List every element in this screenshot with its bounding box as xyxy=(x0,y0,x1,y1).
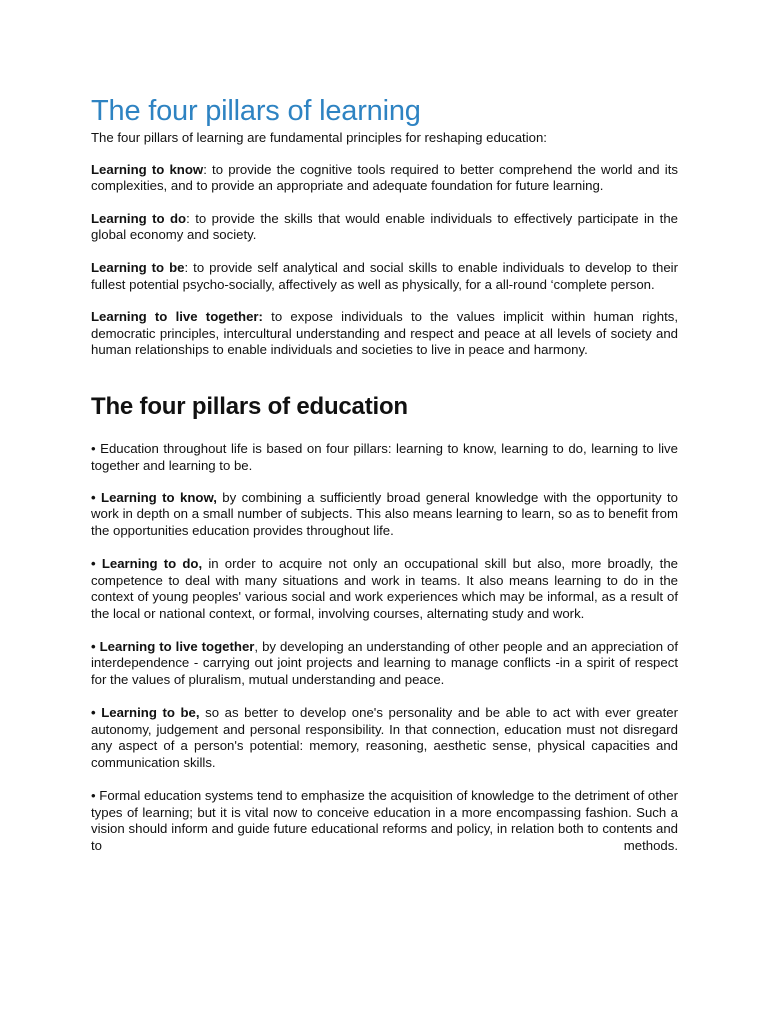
pillar-label: Learning to do xyxy=(91,210,187,226)
pillar-label: Learning to live together: xyxy=(91,309,263,325)
pillar-learning-to-know xyxy=(91,162,678,195)
page-title: The four pillars of learning xyxy=(91,95,421,127)
pillar-text: to provide the cognitive tools required to better comprehend the world and its complexities, and to provide an appropriate and adequate foundation for future learning. xyxy=(91,161,678,194)
bullet-label: • Learning to live together xyxy=(91,638,255,654)
bullet-text: , by developing an understanding of other people and an appreciation of interdependence - carrying out joint projects and learning to manage conflicts -in a spirit of respect for the values of pluralism, mutual understanding and peace. xyxy=(91,638,679,687)
bullet-text: • Formal education systems tend to emphasize the acquisition of knowledge to the detriment of other types of learning; but it is vital now to conceive education in a more encompassing fashion. Such a vision should inform and guide future educational reforms and policy, in relation both to contents and to methods. xyxy=(91,787,678,853)
education-bullet-know xyxy=(91,490,678,540)
education-bullet-intro xyxy=(91,441,678,474)
bullet-label: • Learning to be, xyxy=(91,705,200,721)
pillar-separator: : xyxy=(184,259,189,275)
pillar-separator: : xyxy=(203,161,207,177)
bullet-label: • Learning to do, xyxy=(91,555,203,571)
bullet-text: so as better to develop one's personality and be able to act with ever greater autonomy, judgement and personal responsibility. In that connection, education must not disregard any aspect of a person's potential: memory, reasoning, aesthetic sense, physical capacities and communication skills. xyxy=(91,705,678,770)
education-bullet-do xyxy=(91,556,678,622)
pillar-text: to provide self analytical and social skills to enable individuals to develop to their fullest potential psycho-socially, affectively as well as physically, for a all-round ‘complete person. xyxy=(91,259,678,292)
pillar-label: Learning to be xyxy=(91,259,185,275)
pillar-learning-to-live-together xyxy=(91,309,678,359)
bullet-text: in order to acquire not only an occupational skill but also, more broadly, the competence to deal with many situations and work in teams. It also means learning to do in the context of young peoples' various social and work experiences which may be informal, as a result of the local or national context, or formal, involving courses, alternating study and work. xyxy=(91,555,678,621)
education-bullet-live-together xyxy=(91,639,678,689)
pillar-text: to expose individuals to the values implicit within human rights, democratic principles, intercultural understanding and respect and peace at all levels of society and human relationships to enable individuals and societies to live in peace and harmony. xyxy=(91,309,679,358)
pillar-text: to provide the skills that would enable individuals to effectively participate in the global economy and society. xyxy=(91,210,678,243)
education-bullet-formal xyxy=(91,788,678,854)
pillar-separator: : xyxy=(186,210,190,226)
bullet-label: • Learning to know, xyxy=(91,489,217,505)
section-heading: The four pillars of education xyxy=(91,392,408,420)
pillar-learning-to-be xyxy=(91,260,678,293)
bullet-text: • Education throughout life is based on four pillars: learning to know, learning to do, learning to live together and learning to be. xyxy=(91,440,678,473)
pillar-learning-to-do xyxy=(91,211,678,244)
education-bullet-be xyxy=(91,705,678,771)
document-page xyxy=(91,92,678,854)
bullet-text: by combining a sufficiently broad general knowledge with the opportunity to work in depth on a small number of subjects. This also means learning to learn, so as to benefit from the opportunities education provides throughout life. xyxy=(91,489,678,538)
pillar-label: Learning to know xyxy=(91,161,204,177)
intro-paragraph: The four pillars of learning are fundamental principles for reshaping education: xyxy=(91,130,547,145)
